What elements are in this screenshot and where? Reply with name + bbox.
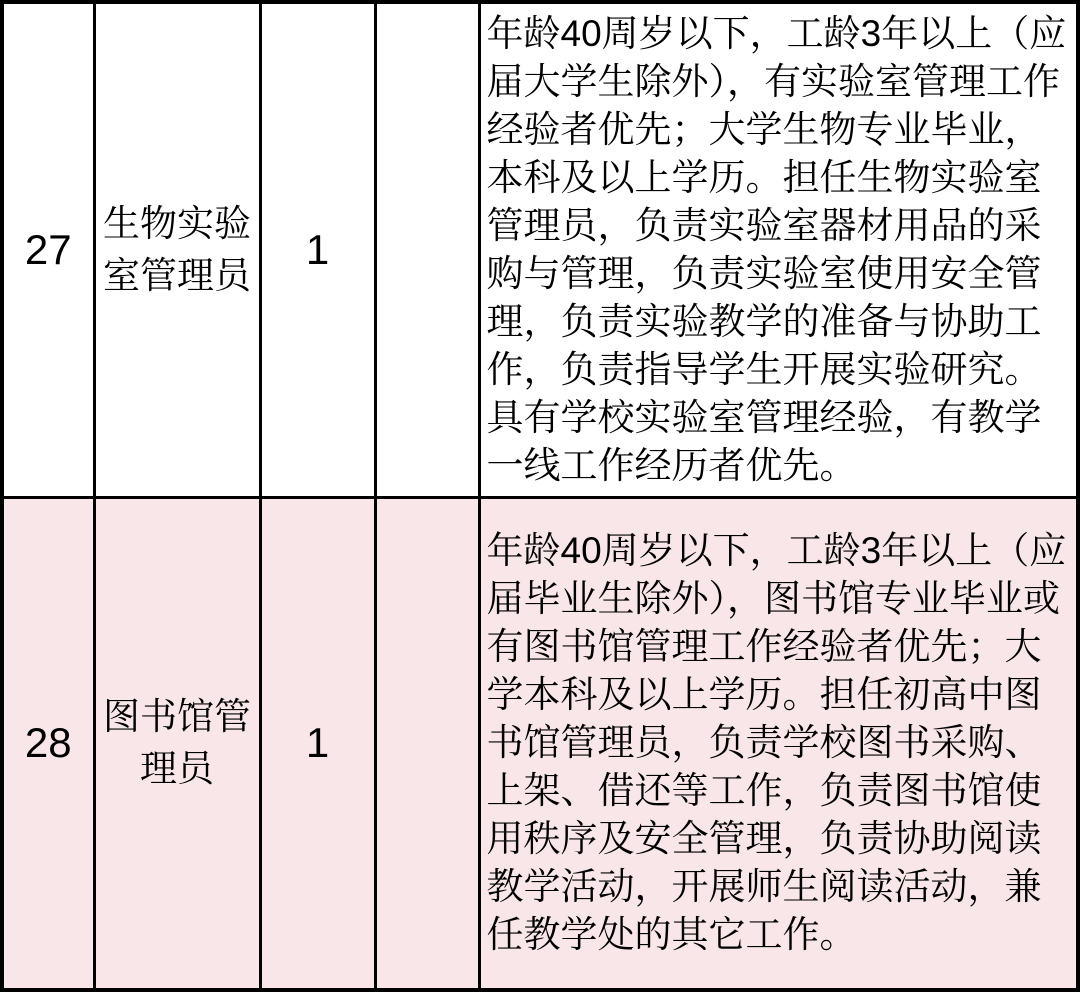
empty-cell bbox=[375, 497, 479, 990]
position-title-cell: 生物实验室管理员 bbox=[94, 2, 260, 497]
requirements-cell: 年龄40周岁以下，工龄3年以上（应届毕业生除外），图书馆专业毕业或有图书馆管理工作经验者优先；大学本科及以上学历。担任初高中图书馆管理员，负责学校图书采购、上架、借还等工作，负责图书馆使用秩序及安全管理，负责协助阅读教学活动，开展师生阅读活动，兼任教学处的其它工作。 bbox=[479, 497, 1078, 990]
empty-cell bbox=[375, 2, 479, 497]
row-number-cell: 27 bbox=[2, 2, 94, 497]
table-row-28 bbox=[2, 497, 1078, 990]
headcount-cell: 1 bbox=[260, 2, 375, 497]
position-title-cell: 图书馆管理员 bbox=[94, 497, 260, 990]
headcount-cell: 1 bbox=[260, 497, 375, 990]
table-row-27 bbox=[2, 2, 1078, 497]
requirements-cell: 年龄40周岁以下，工龄3年以上（应届大学生除外），有实验室管理工作经验者优先；大学生物专业毕业，本科及以上学历。担任生物实验室管理员，负责实验室器材用品的采购与管理，负责实验室使用安全管理，负责实验教学的准备与协助工作，负责指导学生开展实验研究。具有学校实验室管理经验，有教学一线工作经历者优先。 bbox=[479, 2, 1078, 497]
row-number-cell: 28 bbox=[2, 497, 94, 990]
